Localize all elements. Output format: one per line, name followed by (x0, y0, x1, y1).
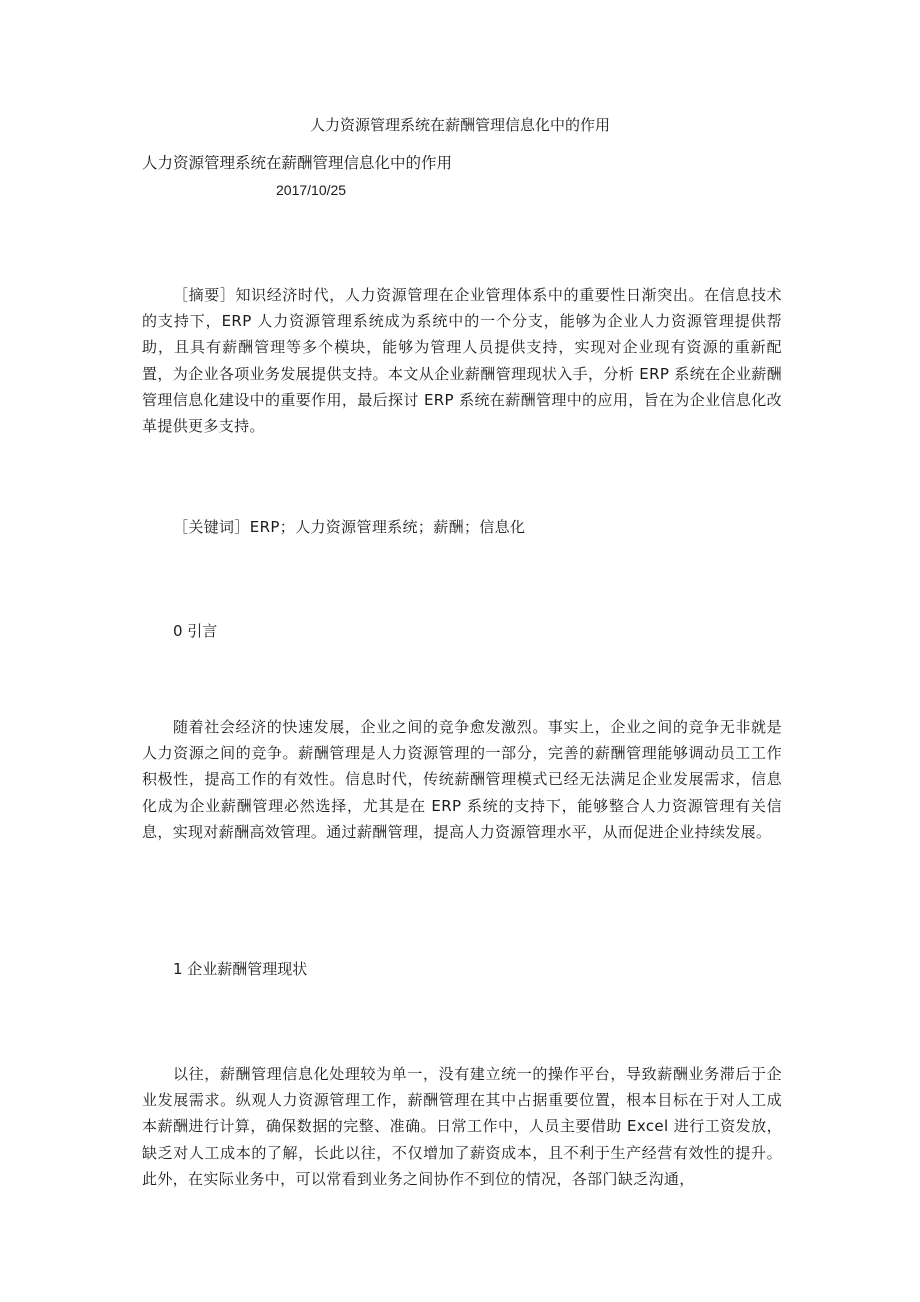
keywords-paragraph: ［关键词］ERP；人力资源管理系统；薪酬；信息化 (173, 518, 526, 536)
introduction-paragraph: 随着社会经济的快速发展，企业之间的竞争愈发激烈。事实上，企业之间的竞争无非就是人力资源之间的竞争。薪酬管理是人力资源管理的一部分，完善的薪酬管理能够调动员工工作积极性，提高工作的有效性。信息时代，传统薪酬管理模式已经无法满足企业发展需求，信息化成为企业薪酬管理必然选择，尤其是在 ERP 系统的支持下，能够整合人力资源管理有关信息，实现对薪酬高效管理。通过薪酬管理，提高人力资源管理水平，从而促进企业持续发展。 (142, 718, 782, 841)
document-date: 2017/10/25 (276, 182, 347, 198)
section-heading-salary-status: 1 企业薪酬管理现状 (173, 960, 308, 978)
document-title: 人力资源管理系统在薪酬管理信息化中的作用 (142, 154, 453, 172)
salary-status-paragraph: 以往，薪酬管理信息化处理较为单一，没有建立统一的操作平台，导致薪酬业务滞后于企业发展需求。纵观人力资源管理工作，薪酬管理在其中占据重要位置，根本目标在于对人工成本薪酬进行计算，确保数据的完整、准确。日常工作中，人员主要借助 Excel 进行工资发放，缺乏对人工成本的了解，长此以往，不仅增加了薪资成本，且不利于生产经营有效性的提升。此外，在实际业务中，可以常看到业务之间协作不到位的情况，各部门缺乏沟通， (142, 1065, 782, 1188)
section-heading-introduction: 0 引言 (173, 622, 218, 640)
page-header-title: 人力资源管理系统在薪酬管理信息化中的作用 (309, 116, 610, 134)
abstract-paragraph: ［摘要］知识经济时代，人力资源管理在企业管理体系中的重要性日渐突出。在信息技术的支持下，ERP 人力资源管理系统成为系统中的一个分支，能够为企业人力资源管理提供帮助，且具有薪酬管理等多个模块，能够为管理人员提供支持，实现对企业现有资源的重新配置，为企业各项业务发展提供支持。本文从企业薪酬管理现状入手，分析 ERP 系统在企业薪酬管理信息化建设中的重要作用，最后探讨 ERP 系统在薪酬管理中的应用，旨在为企业信息化改革提供更多支持。 (142, 286, 782, 436)
